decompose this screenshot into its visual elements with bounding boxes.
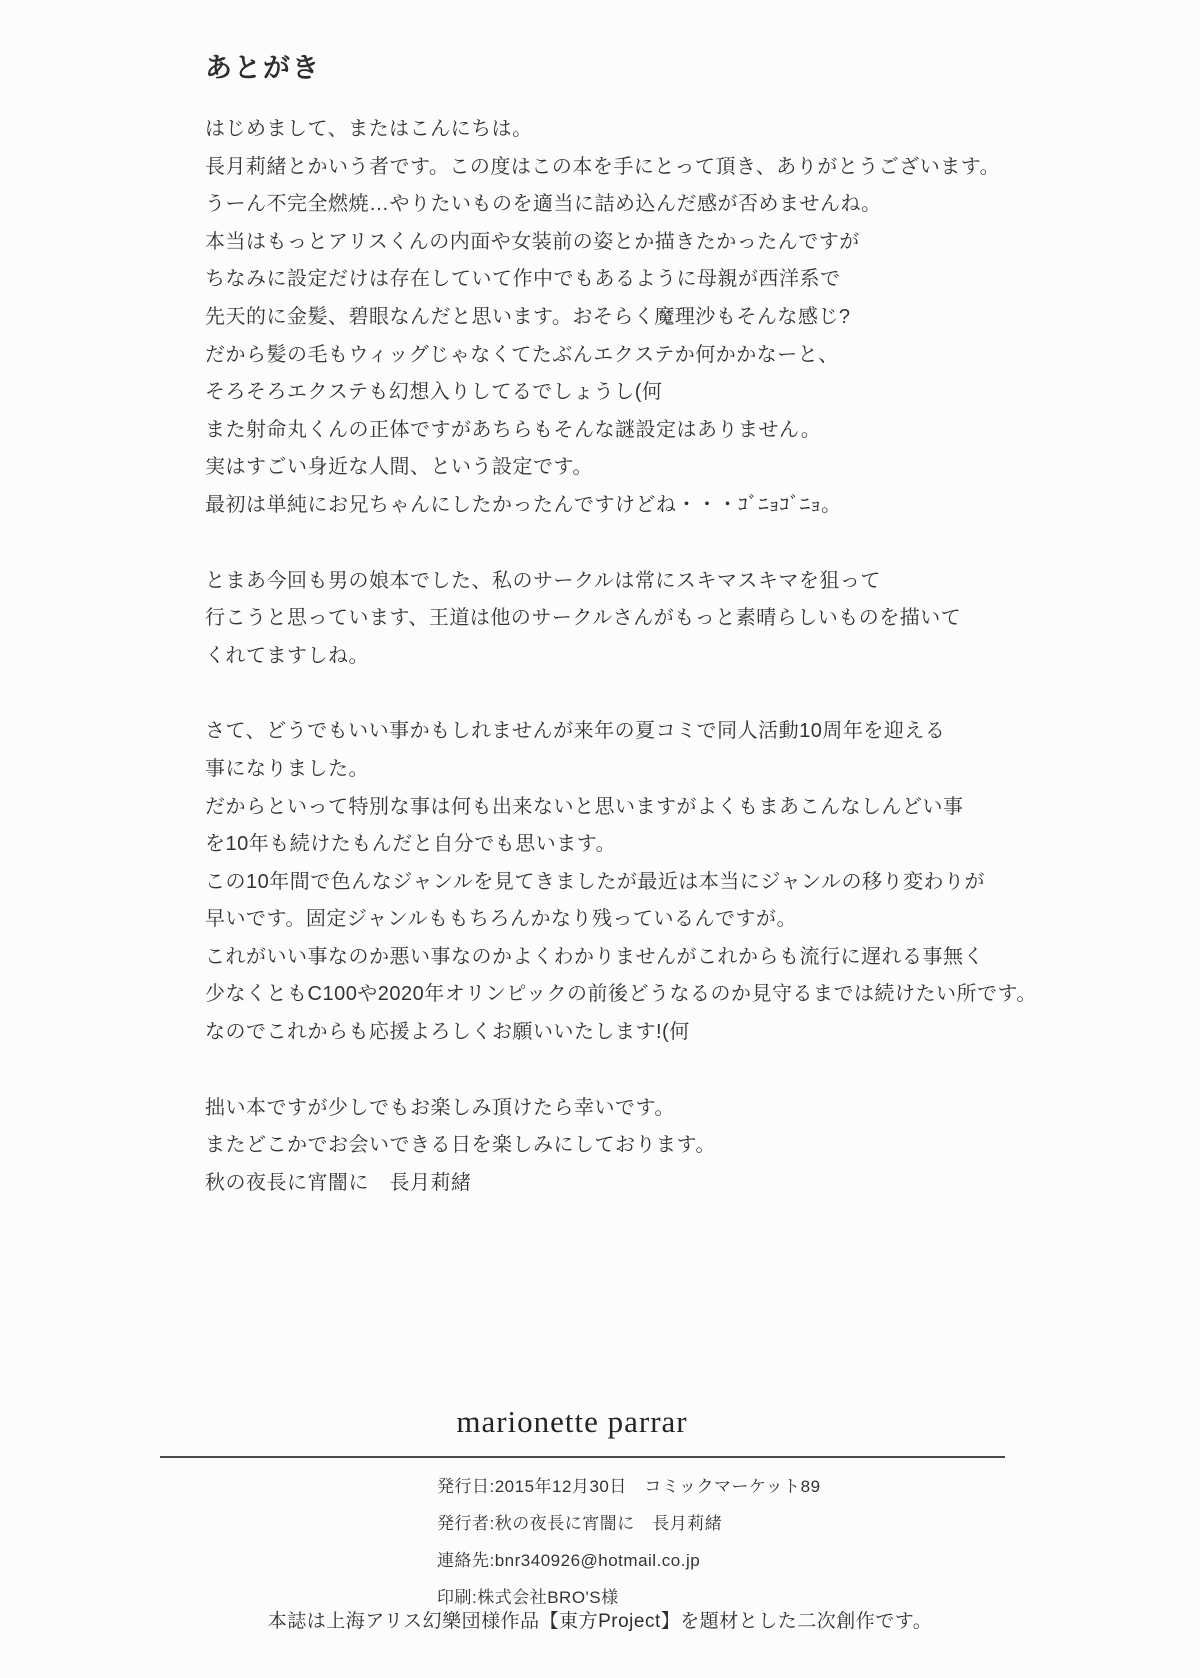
afterword-line: 本当はもっとアリスくんの内面や女装前の姿とか描きたかったんですが xyxy=(205,230,860,253)
colophon-line: 印刷:株式会社BRO'S様 xyxy=(437,1588,619,1607)
circle-logo: marionette parrar xyxy=(456,1404,688,1439)
afterword-line: はじめまして、またはこんにちは。 xyxy=(205,118,533,140)
afterword-line: またどこかでお会いできる日を楽しみにしております。 xyxy=(205,1134,716,1157)
afterword-line: この10年間で色んなジャンルを見てきましたが最近は本当にジャンルの移り変わりが xyxy=(205,870,985,893)
divider-rule xyxy=(160,1456,1005,1458)
colophon-list xyxy=(437,1468,821,1616)
afterword-line: くれてますしね。 xyxy=(205,644,369,667)
afterword-line: なのでこれからも応援よろしくお願いいたします!(何 xyxy=(205,1021,690,1044)
afterword-line: これがいい事なのか悪い事なのかよくわかりませんがこれからも流行に遅れる事無く xyxy=(205,945,984,968)
afterword-line: 行こうと思っています、王道は他のサークルさんがもっと素晴らしいものを描いて xyxy=(205,607,962,630)
disclaimer-text: 本誌は上海アリス幻樂団様作品【東方Project】を題材とした二次創作です。 xyxy=(267,1611,933,1632)
afterword-line: ちなみに設定だけは存在していて作中でもあるように母親が西洋系で xyxy=(205,268,841,291)
afterword-line: を10年も続けたもんだと自分でも思います。 xyxy=(205,833,617,856)
afterword-line: とまあ今回も男の娘本でした、私のサークルは常にスキマスキマを狙って xyxy=(205,569,881,592)
page-title: あとがき xyxy=(205,53,321,83)
colophon-line: 発行日:2015年12月30日 コミックマーケット89 xyxy=(437,1477,821,1496)
afterword-paragraph xyxy=(205,713,1140,1051)
afterword-line: 長月莉緒とかいう者です。この度はこの本を手にとって頂き、ありがとうございます。 xyxy=(205,155,1001,178)
colophon-line: 連絡先:bnr340926@hotmail.co.jp xyxy=(437,1551,701,1570)
afterword-line: さて、どうでもいい事かもしれませんが来年の夏コミで同人活動10周年を迎える xyxy=(205,720,946,743)
afterword-paragraph xyxy=(205,111,1140,525)
afterword-line: 少なくともC100や2020年オリンピックの前後どうなるのか見守るまでは続けたい所です。 xyxy=(205,983,1037,1006)
afterword-body xyxy=(0,111,1200,1202)
afterword-line: 最初は単純にお兄ちゃんにしたかったんですけどね・・・ｺﾞﾆｮｺﾞﾆｮ。 xyxy=(205,493,842,516)
afterword-paragraph xyxy=(205,563,1140,676)
afterword-line: うーん不完全燃焼…やりたいものを適当に詰め込んだ感が否めませんね。 xyxy=(205,193,882,216)
afterword-line: 先天的に金髪、碧眼なんだと思います。おそらく魔理沙もそんな感じ? xyxy=(205,305,851,328)
colophon-line: 発行者:秋の夜長に宵闇に 長月莉緒 xyxy=(437,1514,723,1533)
afterword-line: また射命丸くんの正体ですがあちらもそんな謎設定はありません。 xyxy=(205,418,822,441)
afterword-line: 事になりました。 xyxy=(205,757,369,780)
afterword-line: 拙い本ですが少しでもお楽しみ頂けたら幸いです。 xyxy=(205,1096,675,1119)
afterword-line: 秋の夜長に宵闇に 長月莉緒 xyxy=(205,1171,472,1194)
afterword-line: だから髪の毛もウィッグじゃなくてたぶんエクステか何かかなーと、 xyxy=(205,343,839,366)
afterword-paragraph xyxy=(205,1090,1140,1203)
afterword-line: 早いです。固定ジャンルももちろんかなり残っているんですが。 xyxy=(205,908,797,931)
afterword-line: だからといって特別な事は何も出来ないと思いますがよくもまあこんなしんどい事 xyxy=(205,795,964,818)
afterword-line: そろそろエクステも幻想入りしてるでしょうし(何 xyxy=(205,381,663,404)
afterword-line: 実はすごい身近な人間、という設定です。 xyxy=(205,456,593,479)
